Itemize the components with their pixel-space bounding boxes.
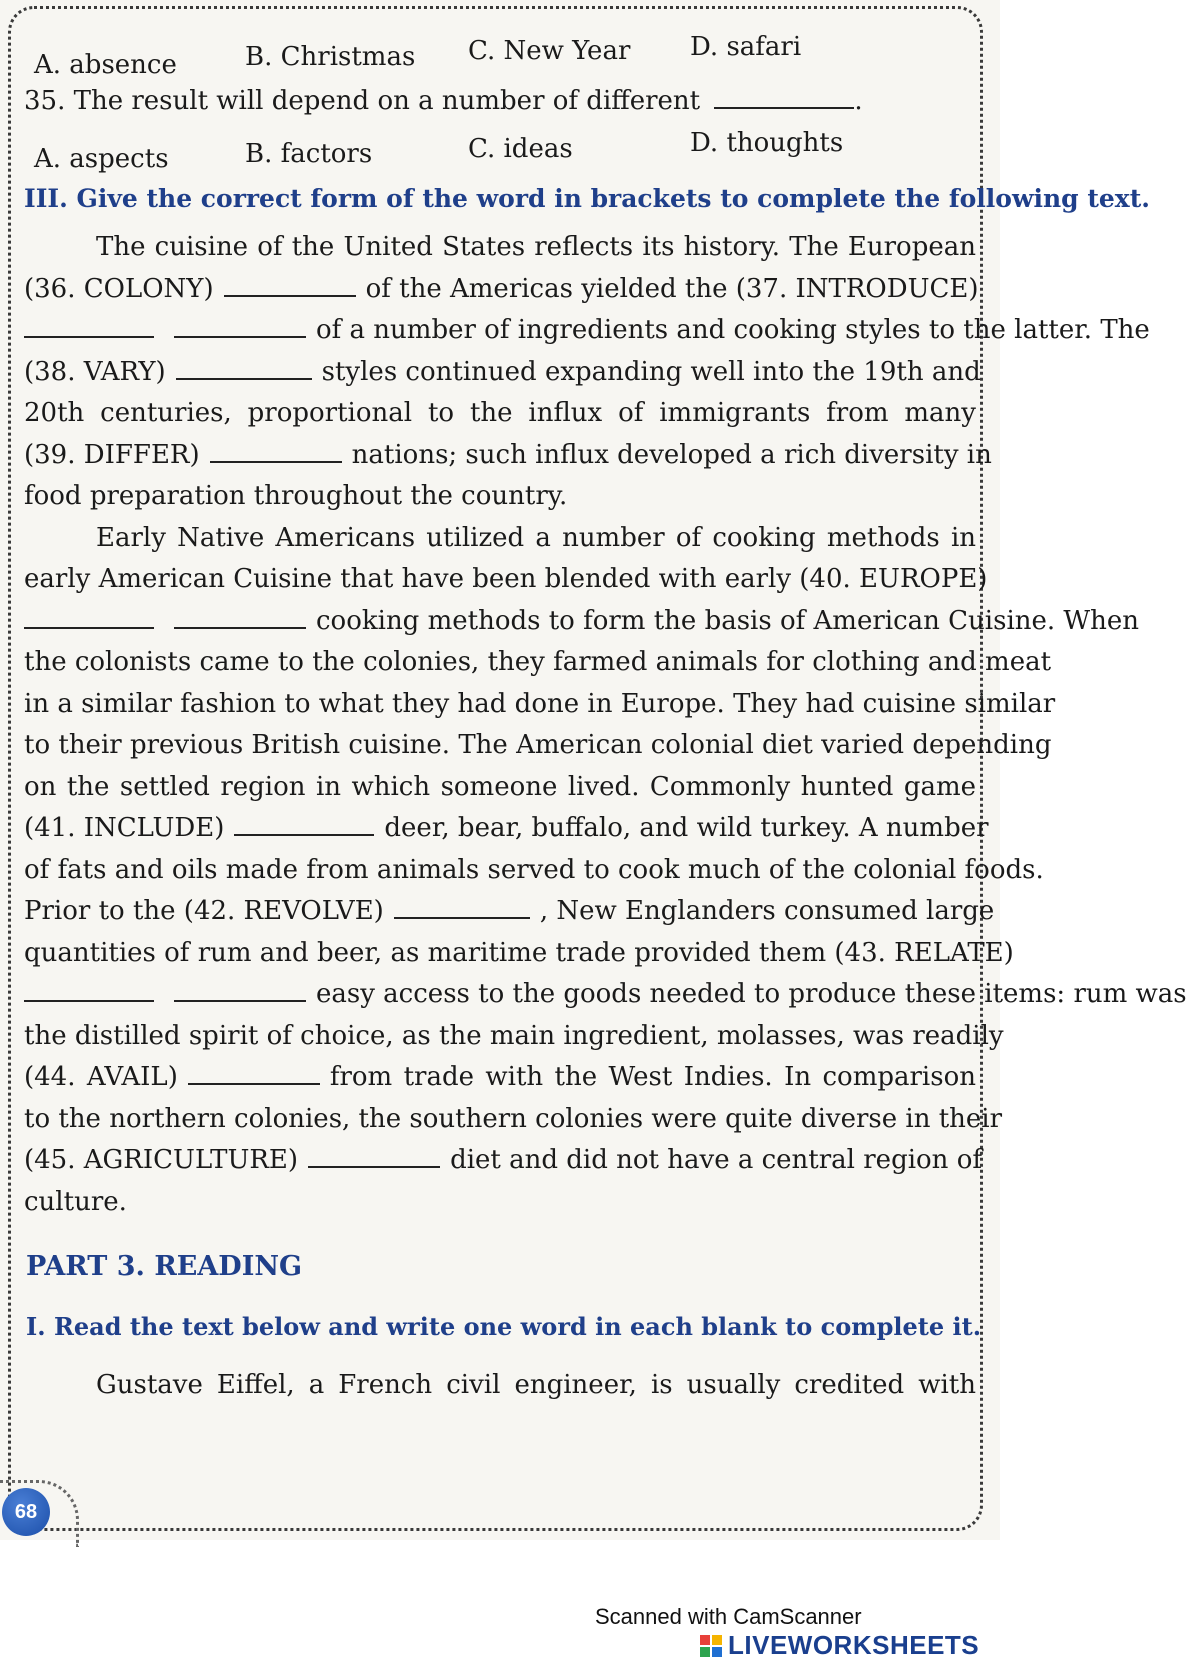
section-3-heading: III. Give the correct form of the word in brackets to complete the following text. [24, 184, 1150, 213]
passage-text: (41. INCLUDE) [24, 813, 225, 843]
passage-line [24, 1102, 1003, 1136]
passage-text: culture. [24, 1186, 127, 1217]
answer-blank[interactable] [24, 314, 154, 338]
passage-line [24, 894, 995, 928]
q35-option-a: A. aspects [34, 144, 169, 174]
passage-text: to their previous British cuisine. The American colonial diet varied depending [24, 730, 1052, 760]
passage-text: nations; such influx developed a rich diversity in [351, 439, 992, 470]
liveworksheets-icon [700, 1635, 722, 1657]
answer-blank[interactable] [234, 812, 374, 836]
passage-text: Early Native Americans utilized a number of cooking methods in [96, 522, 976, 553]
passage-line [24, 438, 992, 472]
part-3-heading: PART 3. READING [26, 1251, 303, 1282]
passage-line [24, 687, 1056, 721]
passage-text: deer, bear, buffalo, and wild turkey. A number [384, 813, 989, 843]
passage-line [24, 728, 1052, 762]
passage-line [24, 313, 1150, 347]
passage-line [24, 604, 1140, 638]
passage-line [24, 1185, 976, 1219]
reading-first-line: Gustave Eiffel, a French civil engineer, is usually credited with [96, 1370, 976, 1400]
answer-blank[interactable] [176, 356, 312, 380]
q35-stem: 35. The result will depend on a number of different [24, 86, 701, 116]
passage-line [24, 1143, 982, 1177]
camscanner-note: Scanned with CamScanner [595, 1604, 862, 1629]
passage-text: on the settled region in which someone lived. Commonly hunted game [24, 771, 976, 802]
q34-option-c: C. New Year [468, 36, 631, 66]
passage-text: (36. COLONY) [24, 273, 214, 304]
q35-option-d: D. thoughts [690, 128, 844, 158]
passage-line [24, 770, 976, 804]
liveworksheets-brand: LIVEWORKSHEETS [728, 1630, 980, 1660]
passage-line [24, 1019, 1004, 1053]
answer-blank[interactable] [24, 605, 154, 629]
passage-text: (39. DIFFER) [24, 439, 200, 470]
passage-text: (38. VARY) [24, 356, 166, 387]
passage-text: , New Englanders consumed large [539, 896, 995, 926]
page-number-badge: 68 [2, 1488, 50, 1536]
passage-text: The cuisine of the United States reflects its history. The European [96, 232, 976, 262]
passage-line [24, 1060, 976, 1094]
passage-text: the colonists came to the colonies, they farmed animals for clothing and meat [24, 647, 1052, 677]
passage-text: quantities of rum and beer, as maritime trade provided them (43. RELATE) [24, 937, 1014, 968]
passage-text: the distilled spirit of choice, as the main ingredient, molasses, was readily [24, 1020, 1004, 1051]
passage-text: styles continued expanding well into the 19th and [321, 356, 981, 387]
passage-line [24, 811, 989, 845]
passage-text: (44. AVAIL) [24, 1062, 178, 1092]
passage-text: in a similar fashion to what they had done in Europe. They had cuisine similar [24, 688, 1056, 719]
passage-line [24, 645, 1052, 679]
answer-blank[interactable] [394, 895, 530, 919]
passage-text: easy access to the goods needed to produce these items: rum was [316, 979, 1187, 1009]
answer-blank[interactable] [224, 273, 356, 297]
passage-text: food preparation throughout the country. [24, 481, 568, 511]
passage-line [24, 853, 1044, 887]
answer-blank[interactable] [210, 439, 342, 463]
liveworksheets-logo [700, 1630, 979, 1661]
passage-text: 20th centuries, proportional to the influx of immigrants from many [24, 398, 976, 428]
passage-text: diet and did not have a central region of [450, 1145, 982, 1175]
passage-line [24, 396, 976, 430]
q35-end: . [854, 86, 863, 116]
passage-line [24, 936, 1014, 970]
passage-text: from trade with the West Indies. In comparison [329, 1062, 976, 1092]
passage-text: to the northern colonies, the southern colonies were quite diverse in their [24, 1103, 1003, 1134]
passage-line [24, 562, 988, 596]
passage-line [24, 521, 976, 555]
answer-blank[interactable] [174, 314, 306, 338]
q35-blank[interactable] [714, 85, 854, 109]
answer-blank[interactable] [174, 978, 306, 1002]
passage-text: (45. AGRICULTURE) [24, 1145, 299, 1175]
q35-option-b: B. factors [245, 139, 373, 169]
q35-stem-row [24, 84, 976, 118]
q35-option-c: C. ideas [468, 134, 573, 164]
q34-option-d: D. safari [690, 32, 802, 62]
passage-line [24, 977, 1187, 1011]
q34-option-a: A. absence [34, 50, 177, 80]
passage-line [24, 230, 976, 264]
passage-line [24, 355, 981, 389]
answer-blank[interactable] [308, 1144, 440, 1168]
answer-blank[interactable] [188, 1061, 320, 1085]
answer-blank[interactable] [24, 978, 154, 1002]
passage-text: of fats and oils made from animals served to cook much of the colonial foods. [24, 854, 1044, 885]
passage-text: of a number of ingredients and cooking styles to the latter. The [316, 315, 1150, 345]
passage-text: early American Cuisine that have been blended with early (40. EUROPE) [24, 564, 988, 594]
passage-text: Prior to the (42. REVOLVE) [24, 896, 384, 926]
passage-text: cooking methods to form the basis of American Cuisine. When [316, 605, 1140, 636]
passage-line [24, 272, 979, 306]
passage-line [24, 479, 976, 513]
answer-blank[interactable] [174, 605, 306, 629]
q34-option-b: B. Christmas [245, 42, 416, 72]
part-3-subheading: I. Read the text below and write one word in each blank to complete it. [26, 1312, 982, 1341]
passage-text: of the Americas yielded the (37. INTRODUCE) [365, 273, 979, 304]
